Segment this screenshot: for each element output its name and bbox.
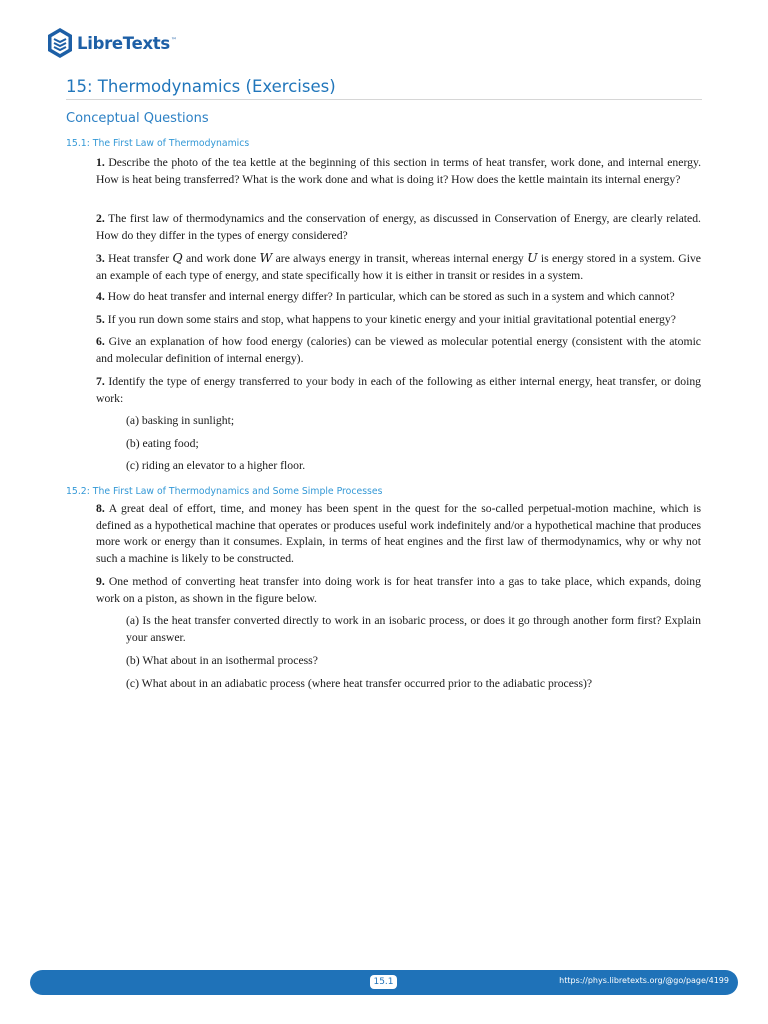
subsection-heading-15-2[interactable]: 15.2: The First Law of Thermodynamics and Some Simple Processes: [66, 486, 383, 497]
question-9: [96, 574, 701, 607]
question-number: 1.: [96, 156, 105, 169]
libretexts-wordmark: LibreTexts™: [77, 33, 177, 53]
question-2: [96, 211, 701, 244]
question-number: 4.: [96, 290, 105, 303]
question-text: Describe the photo of the tea kettle at the beginning of this section in terms of heat transfer, work done, and internal energy. How is heat being transferred? What is the work done and what is doing it? How does the kettle maintain its internal energy?: [96, 156, 701, 186]
question-7-part-b: (b) eating food;: [126, 437, 199, 450]
variable-q: Q: [172, 250, 183, 265]
question-8: [96, 501, 701, 567]
variable-w: W: [259, 250, 273, 265]
question-text: Identify the type of energy transferred to your body in each of the following as either internal energy, heat transfer, or doing work:: [96, 375, 702, 405]
question-4: [96, 289, 701, 306]
question-7: [96, 374, 701, 407]
page-title: 15: Thermodynamics (Exercises): [66, 77, 702, 100]
page-number-badge: 15.1: [370, 975, 397, 989]
page-url-link[interactable]: https://phys.libretexts.org/@go/page/4199: [559, 976, 729, 985]
question-3: 3. Heat transfer Q and work done W are always energy in transit, whereas internal energy U is energy stored in a system. Give an example of each type of energy, and state specifically how it is either in transit or resides in a system.: [96, 250, 701, 282]
question-6: [96, 334, 701, 367]
question-text: One method of converting heat transfer into doing work is for heat transfer into a gas to take place, which expands, doing work on a piston, as shown in the figure below.: [96, 575, 701, 605]
question-number: 2.: [96, 212, 105, 225]
question-number: 3.: [96, 252, 105, 265]
question-9-part-b: (b) What about in an isothermal process?: [126, 654, 318, 667]
subsection-heading-15-1[interactable]: 15.1: The First Law of Thermodynamics: [66, 138, 250, 149]
question-text: A great deal of effort, time, and money has been spent in the quest for the so-called perpetual-motion machine, which is defined as a hypothetical machine that operates or produces useful work indefinitely and/or a hypothetical machine that produces more work or energy than it consumes. Explain, in terms of heat engines and the first law of thermodynamics, why or why not such a machine is likely to be constructed.: [96, 502, 702, 565]
libretexts-logo-icon: [46, 27, 74, 59]
question-7-part-c: (c) riding an elevator to a higher floor.: [126, 459, 306, 472]
variable-u: U: [527, 250, 538, 265]
question-7-part-a: (a) basking in sunlight;: [126, 414, 235, 427]
question-number: 7.: [96, 375, 105, 388]
libretexts-logo[interactable]: [46, 27, 177, 59]
question-text: How do heat transfer and internal energy differ? In particular, which can be stored as such in a system and which cannot?: [107, 290, 675, 303]
question-number: 8.: [96, 502, 105, 515]
question-5: [96, 312, 701, 329]
question-number: 5.: [96, 313, 105, 326]
page-footer: [30, 970, 738, 995]
question-9-part-a: (a) Is the heat transfer converted directly to work in an isobaric process, or does it go through another form first? Explain your answer.: [126, 614, 701, 644]
section-title: Conceptual Questions: [66, 111, 209, 126]
question-text: The first law of thermodynamics and the conservation of energy, as discussed in Conservation of Energy, are clearly related. How do they differ in the types of energy considered?: [96, 212, 701, 242]
question-number: 9.: [96, 575, 105, 588]
question-text: Give an explanation of how food energy (calories) can be viewed as molecular potential energy (consistent with the atomic and molecular definition of internal energy).: [96, 335, 701, 365]
question-text: If you run down some stairs and stop, what happens to your kinetic energy and your initial gravitational potential energy?: [107, 313, 676, 326]
question-1: [96, 155, 701, 188]
question-9-part-c: (c) What about in an adiabatic process (where heat transfer occurred prior to the adiabatic process)?: [126, 677, 593, 690]
question-number: 6.: [96, 335, 105, 348]
